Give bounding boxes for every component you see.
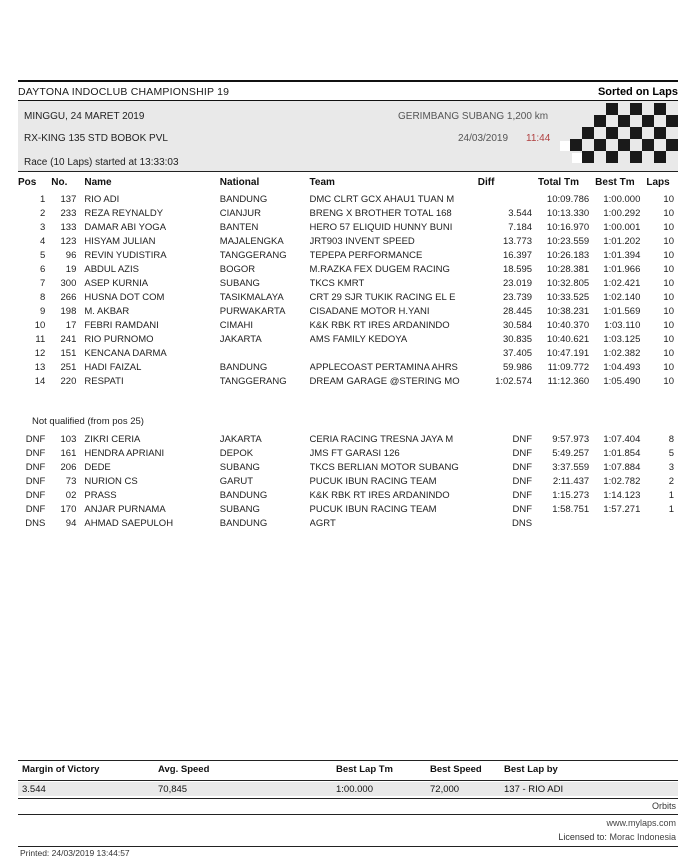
cell-laps: 3 [668, 462, 674, 473]
cell-pos: 14 [34, 375, 46, 387]
cell-no: 161 [60, 448, 77, 459]
cell-name: HENDRA APRIANI [84, 448, 165, 459]
cell-total-tm: 11:09.772 [547, 361, 590, 373]
col-best-tm: Best Tm [595, 177, 635, 188]
cell-team: CRT 29 SJR TUKIK RACING EL E [309, 291, 456, 303]
cell-diff: 37.405 [502, 347, 533, 359]
cell-team: PUCUK IBUN RACING TEAM [309, 476, 437, 487]
cell-total-tm: 10:33.525 [546, 291, 590, 303]
cell-name: HUSNA DOT COM [84, 291, 165, 303]
cell-laps: 10 [663, 361, 674, 373]
cell-name: REVIN YUDISTIRA [84, 249, 167, 261]
cell-laps: 10 [663, 375, 674, 387]
cell-total-tm: 9:57.973 [552, 434, 590, 445]
cell-team: DREAM GARAGE @STERING MO [309, 375, 460, 387]
race-start-info: Race (10 Laps) started at 13:33:03 [24, 157, 179, 168]
cell-no: 73 [65, 476, 77, 487]
table-row [18, 220, 678, 234]
cell-diff: DNF [512, 448, 533, 459]
cell-diff: 28.445 [502, 305, 533, 317]
cell-best-tm: 1:00.292 [603, 207, 641, 219]
cell-team: PUCUK IBUN RACING TEAM [309, 504, 437, 515]
cell-diff: 23.739 [502, 291, 533, 303]
table-row-not-qualified [18, 475, 678, 489]
race-info-block [18, 101, 678, 171]
cell-best-tm: 1:03.110 [604, 319, 641, 331]
cell-national: BANDUNG [219, 193, 268, 205]
cell-diff: DNF [512, 490, 533, 501]
cell-name: DAMAR ABI YOGA [84, 221, 167, 233]
col-national: National [219, 177, 260, 188]
summary-header-best-lap: Best Lap Tm [336, 764, 394, 775]
table-row-not-qualified [18, 447, 678, 461]
venue-label: GERIMBANG SUBANG 1,200 km [398, 111, 549, 122]
table-row [18, 290, 678, 304]
cell-diff: DNS [511, 518, 533, 529]
cell-national: JAKARTA [219, 434, 262, 445]
summary-value-best-lap-by: 137 - RIO ADI [504, 784, 564, 795]
cell-pos: DNF [25, 462, 46, 473]
table-row [18, 234, 678, 248]
cell-no: 02 [65, 490, 77, 501]
table-row-not-qualified [18, 461, 678, 475]
cell-laps: 10 [663, 207, 674, 219]
cell-pos: DNF [25, 434, 46, 445]
cell-national: BANDUNG [219, 518, 268, 529]
cell-best-tm: 1:01.394 [603, 249, 641, 261]
not-qualified-header-row [18, 414, 678, 433]
summary-values-row [18, 782, 678, 796]
cell-diff: 18.595 [502, 263, 533, 275]
cell-team: K&K RBK RT IRES ARDANINDO [309, 490, 450, 501]
cell-no: 19 [65, 263, 77, 275]
footer-divider [18, 814, 678, 815]
cell-national: BANTEN [219, 221, 259, 233]
mylaps-website[interactable]: www.mylaps.com [606, 818, 676, 828]
table-row-not-qualified [18, 503, 678, 517]
cell-laps: 10 [663, 221, 674, 233]
table-row [18, 248, 678, 262]
cell-best-tm: 1:04.493 [603, 361, 641, 373]
cell-diff: 1:02.574 [495, 375, 533, 387]
cell-pos: DNF [25, 476, 46, 487]
cell-team: TKCS BERLIAN MOTOR SUBANG [309, 462, 459, 473]
table-row [18, 262, 678, 276]
licensed-owner: Morac Indonesia [609, 832, 676, 842]
results-table [18, 175, 678, 531]
print-time: 11:44 [526, 133, 551, 144]
cell-best-tm: 1:01.854 [603, 448, 641, 459]
cell-team: K&K RBK RT IRES ARDANINDO [309, 319, 450, 331]
cell-team: DMC CLRT GCX AHAU1 TUAN M [309, 193, 455, 205]
results-table-body [18, 192, 678, 531]
not-qualified-label: Not qualified (from pos 25) [32, 415, 144, 427]
cell-team: CISADANE MOTOR H.YANI [309, 305, 430, 317]
cell-team: AGRT [309, 518, 336, 529]
cell-best-tm: 1:07.884 [603, 462, 641, 473]
cell-national: CIANJUR [219, 207, 261, 219]
cell-best-tm: 1:07.404 [603, 434, 641, 445]
cell-pos: 10 [34, 319, 46, 331]
cell-national: GARUT [219, 476, 254, 487]
cell-name: PRASS [84, 490, 117, 501]
cell-name: AHMAD SAEPULOH [84, 518, 174, 529]
cell-name: RESPATI [84, 375, 124, 387]
cell-team: APPLECOAST PERTAMINA AHRS [309, 361, 458, 373]
cell-name: RIO PURNOMO [84, 333, 154, 345]
summary-value-margin: 3.544 [22, 784, 46, 795]
cell-diff: 59.986 [502, 361, 533, 373]
summary-divider-mid [18, 780, 678, 781]
summary-header-best-lap-by: Best Lap by [504, 764, 558, 775]
table-row-not-qualified [18, 433, 678, 447]
cell-national: DEPOK [219, 448, 254, 459]
cell-pos: 4 [39, 235, 46, 247]
cell-pos: 7 [39, 277, 46, 289]
col-name: Name [84, 177, 112, 188]
cell-national: TANGGERANG [219, 375, 287, 387]
cell-team: JRT903 INVENT SPEED [309, 235, 415, 247]
table-row [18, 192, 678, 206]
cell-best-tm: 1:02.421 [603, 277, 641, 289]
cell-diff: 13.773 [502, 235, 533, 247]
cell-national: SUBANG [219, 277, 260, 289]
cell-no: 17 [65, 319, 77, 331]
cell-laps: 10 [663, 347, 674, 359]
cell-team: TEPEPA PERFORMANCE [309, 249, 423, 261]
cell-laps: 10 [663, 319, 674, 331]
cell-no: 220 [60, 375, 77, 387]
cell-team: M.RAZKA FEX DUGEM RACING [309, 263, 450, 275]
cell-laps: 10 [663, 263, 674, 275]
cell-best-tm: 1:00.000 [603, 193, 641, 205]
cell-pos: 11 [35, 333, 46, 345]
cell-team: BRENG X BROTHER TOTAL 168 [309, 207, 452, 219]
table-row [18, 276, 678, 290]
cell-name: NURION CS [84, 476, 138, 487]
cell-total-tm: 10:23.559 [546, 235, 590, 247]
cell-pos: DNS [25, 518, 46, 529]
cell-national: PURWAKARTA [219, 305, 286, 317]
cell-name: FEBRI RAMDANI [84, 319, 159, 331]
cell-team [310, 346, 478, 360]
cell-national: BANDUNG [219, 361, 268, 373]
table-row [18, 332, 678, 346]
print-date: 24/03/2019 [458, 133, 509, 144]
title-row [18, 84, 678, 100]
col-pos: Pos [18, 177, 37, 188]
table-spacer [18, 388, 678, 414]
cell-name: M. AKBAR [84, 305, 130, 317]
cell-no: 266 [60, 291, 77, 303]
cell-name: DEDE [84, 462, 111, 473]
cell-no: 96 [65, 249, 77, 261]
licensed-to [558, 832, 676, 842]
table-row [18, 206, 678, 220]
cell-best-tm: 1:01.202 [603, 235, 641, 247]
col-total-tm: Total Tm [538, 177, 579, 188]
cell-total-tm: 10:09.786 [546, 193, 590, 205]
cell-laps: 10 [663, 277, 674, 289]
cell-team: CERIA RACING TRESNA JAYA M [309, 434, 454, 445]
cell-total-tm: 11:12.360 [547, 375, 590, 387]
cell-national [220, 346, 310, 360]
col-laps: Laps [646, 177, 670, 188]
cell-diff: DNF [512, 504, 533, 515]
cell-total-tm: 10:16.970 [546, 221, 590, 233]
cell-best-tm: 1:02.140 [603, 291, 641, 303]
cell-total-tm: 10:32.805 [546, 277, 590, 289]
cell-total-tm: 10:40.370 [546, 319, 590, 331]
cell-pos: 2 [39, 207, 46, 219]
cell-pos: DNF [25, 490, 46, 501]
table-row-not-qualified [18, 517, 678, 531]
cell-no: 103 [60, 434, 77, 445]
table-row-not-qualified [18, 489, 678, 503]
cell-best-tm: 1:03.125 [603, 333, 641, 345]
col-diff: Diff [477, 177, 495, 188]
cell-best-tm: 1:02.782 [603, 476, 641, 487]
cell-pos: 1 [39, 193, 46, 205]
orbits-brand: Orbits [651, 801, 676, 811]
cell-laps: 10 [663, 193, 674, 205]
cell-national: TASIKMALAYA [219, 291, 284, 303]
cell-laps: 2 [668, 476, 674, 487]
cell-team: AMS FAMILY KEDOYA [309, 333, 408, 345]
cell-diff: 23.019 [502, 277, 533, 289]
spacer-cell [18, 388, 678, 414]
summary-header-best-speed: Best Speed [430, 764, 482, 775]
cell-national: MAJALENGKA [219, 235, 284, 247]
cell-name: REZA REYNALDY [84, 207, 164, 219]
cell-laps: 10 [663, 305, 674, 317]
cell-no: 300 [60, 277, 77, 289]
cell-national: BANDUNG [219, 490, 268, 501]
col-team: Team [309, 177, 335, 188]
race-date: MINGGU, 24 MARET 2019 [24, 111, 145, 122]
cell-pos: 12 [34, 347, 46, 359]
cell-no: 206 [60, 462, 77, 473]
cell-laps: 10 [663, 249, 674, 261]
cell-pos: 8 [39, 291, 46, 303]
table-row [18, 360, 678, 374]
cell-total-tm: 10:13.330 [546, 207, 590, 219]
table-header-row [18, 175, 678, 192]
cell-laps: 10 [663, 333, 674, 345]
cell-no: 170 [60, 504, 77, 515]
cell-pos: DNF [25, 504, 46, 515]
cell-laps: 10 [663, 291, 674, 303]
cell-team: HERO 57 ELIQUID HUNNY BUNI [309, 221, 453, 233]
cell-best-tm: 1:01.569 [603, 305, 641, 317]
cell-pos: 13 [34, 361, 46, 373]
cell-total-tm: 3:37.559 [552, 462, 590, 473]
cell-diff: DNF [512, 462, 533, 473]
cell-name: ABDUL AZIS [84, 263, 139, 275]
cell-total-tm: 10:28.381 [546, 263, 590, 275]
licensed-label: Licensed to: [558, 832, 607, 842]
cell-best-tm: 1:00.001 [603, 221, 641, 233]
table-row [18, 304, 678, 318]
table-row [18, 346, 678, 360]
cell-total-tm: 5:49.257 [552, 448, 590, 459]
cell-name: HADI FAIZAL [84, 361, 142, 373]
summary-value-avg-speed: 70,845 [158, 784, 188, 795]
top-divider [18, 80, 678, 82]
cell-name: RIO ADI [84, 193, 120, 205]
cell-best-tm: 1:02.382 [603, 347, 641, 359]
cell-total-tm: 10:40.621 [546, 333, 590, 345]
cell-laps: 5 [668, 448, 674, 459]
cell-no: 198 [60, 305, 77, 317]
cell-diff: 30.584 [502, 319, 533, 331]
cell-laps [646, 517, 678, 531]
col-no: No. [51, 177, 68, 188]
cell-name: ASEP KURNIA [84, 277, 149, 289]
cell-national: CIMAHI [219, 319, 254, 331]
cell-total-tm: 10:26.183 [546, 249, 590, 261]
cell-total-tm: 1:58.751 [552, 504, 590, 515]
info-divider [18, 171, 678, 172]
cell-name: ZIKRI CERIA [84, 434, 141, 445]
event-title: DAYTONA INDOCLUB CHAMPIONSHIP 19 [18, 86, 230, 98]
summary-header-avg-speed: Avg. Speed [158, 764, 210, 775]
sorted-on-label: Sorted on Laps [597, 86, 678, 98]
cell-name: ANJAR PURNAMA [84, 504, 166, 515]
table-row [18, 374, 678, 388]
cell-team: TKCS KMRT [309, 277, 365, 289]
cell-best-tm [595, 517, 646, 531]
cell-total-tm: 2:11.437 [552, 476, 590, 487]
cell-national: SUBANG [219, 504, 260, 515]
cell-best-tm: 1:57.271 [603, 504, 641, 515]
cell-name: HISYAM JULIAN [84, 235, 156, 247]
printed-timestamp: Printed: 24/03/2019 13:44:57 [20, 848, 130, 858]
cell-no: 151 [60, 347, 77, 359]
cell-name: KENCANA DARMA [84, 347, 167, 359]
cell-no: 133 [60, 221, 77, 233]
cell-no: 123 [60, 235, 77, 247]
cell-no: 94 [65, 518, 77, 529]
race-class: RX-KING 135 STD BOBOK PVL [24, 133, 168, 144]
cell-total-tm [538, 517, 595, 531]
summary-header-margin: Margin of Victory [22, 764, 100, 775]
cell-pos: 6 [39, 263, 46, 275]
summary-header-row [18, 764, 678, 778]
cell-total-tm: 10:47.191 [546, 347, 590, 359]
cell-national: BOGOR [219, 263, 256, 275]
cell-diff: 30.835 [502, 333, 533, 345]
cell-total-tm: 1:15.273 [552, 490, 590, 501]
cell-laps: 1 [668, 490, 674, 501]
cell-no: 241 [60, 333, 77, 345]
cell-total-tm: 10:38.231 [546, 305, 590, 317]
cell-diff: DNF [512, 476, 533, 487]
cell-diff: 16.397 [502, 249, 533, 261]
cell-laps: 10 [663, 235, 674, 247]
cell-diff: 3.544 [508, 207, 533, 219]
checkered-flag-icon [508, 101, 678, 163]
results-table-head [18, 175, 678, 192]
summary-divider-top [18, 760, 678, 761]
summary-divider-bottom [18, 798, 678, 799]
cell-team: JMS FT GARASI 126 [309, 448, 400, 459]
cell-diff [478, 192, 538, 206]
cell-laps: 8 [668, 434, 674, 445]
cell-no: 251 [60, 361, 77, 373]
cell-best-tm: 1:01.966 [603, 263, 641, 275]
cell-no: 137 [60, 193, 77, 205]
cell-pos: 5 [39, 249, 46, 261]
table-row [18, 318, 678, 332]
report-page [18, 12, 678, 858]
cell-national: SUBANG [219, 462, 260, 473]
cell-diff: DNF [512, 434, 533, 445]
cell-best-tm: 1:05.490 [603, 375, 641, 387]
cell-pos: 3 [39, 221, 46, 233]
cell-no: 233 [60, 207, 77, 219]
cell-pos: 9 [39, 305, 46, 317]
checkered-flag-graphic [508, 101, 678, 163]
summary-value-best-lap: 1:00.000 [336, 784, 373, 795]
cell-best-tm: 1:14.123 [603, 490, 641, 501]
printed-divider [18, 846, 678, 847]
summary-value-best-speed: 72,000 [430, 784, 460, 795]
cell-diff: 7.184 [508, 221, 533, 233]
cell-national: TANGGERANG [219, 249, 287, 261]
cell-pos: DNF [25, 448, 46, 459]
cell-laps: 1 [668, 504, 674, 515]
cell-national: JAKARTA [219, 333, 262, 345]
